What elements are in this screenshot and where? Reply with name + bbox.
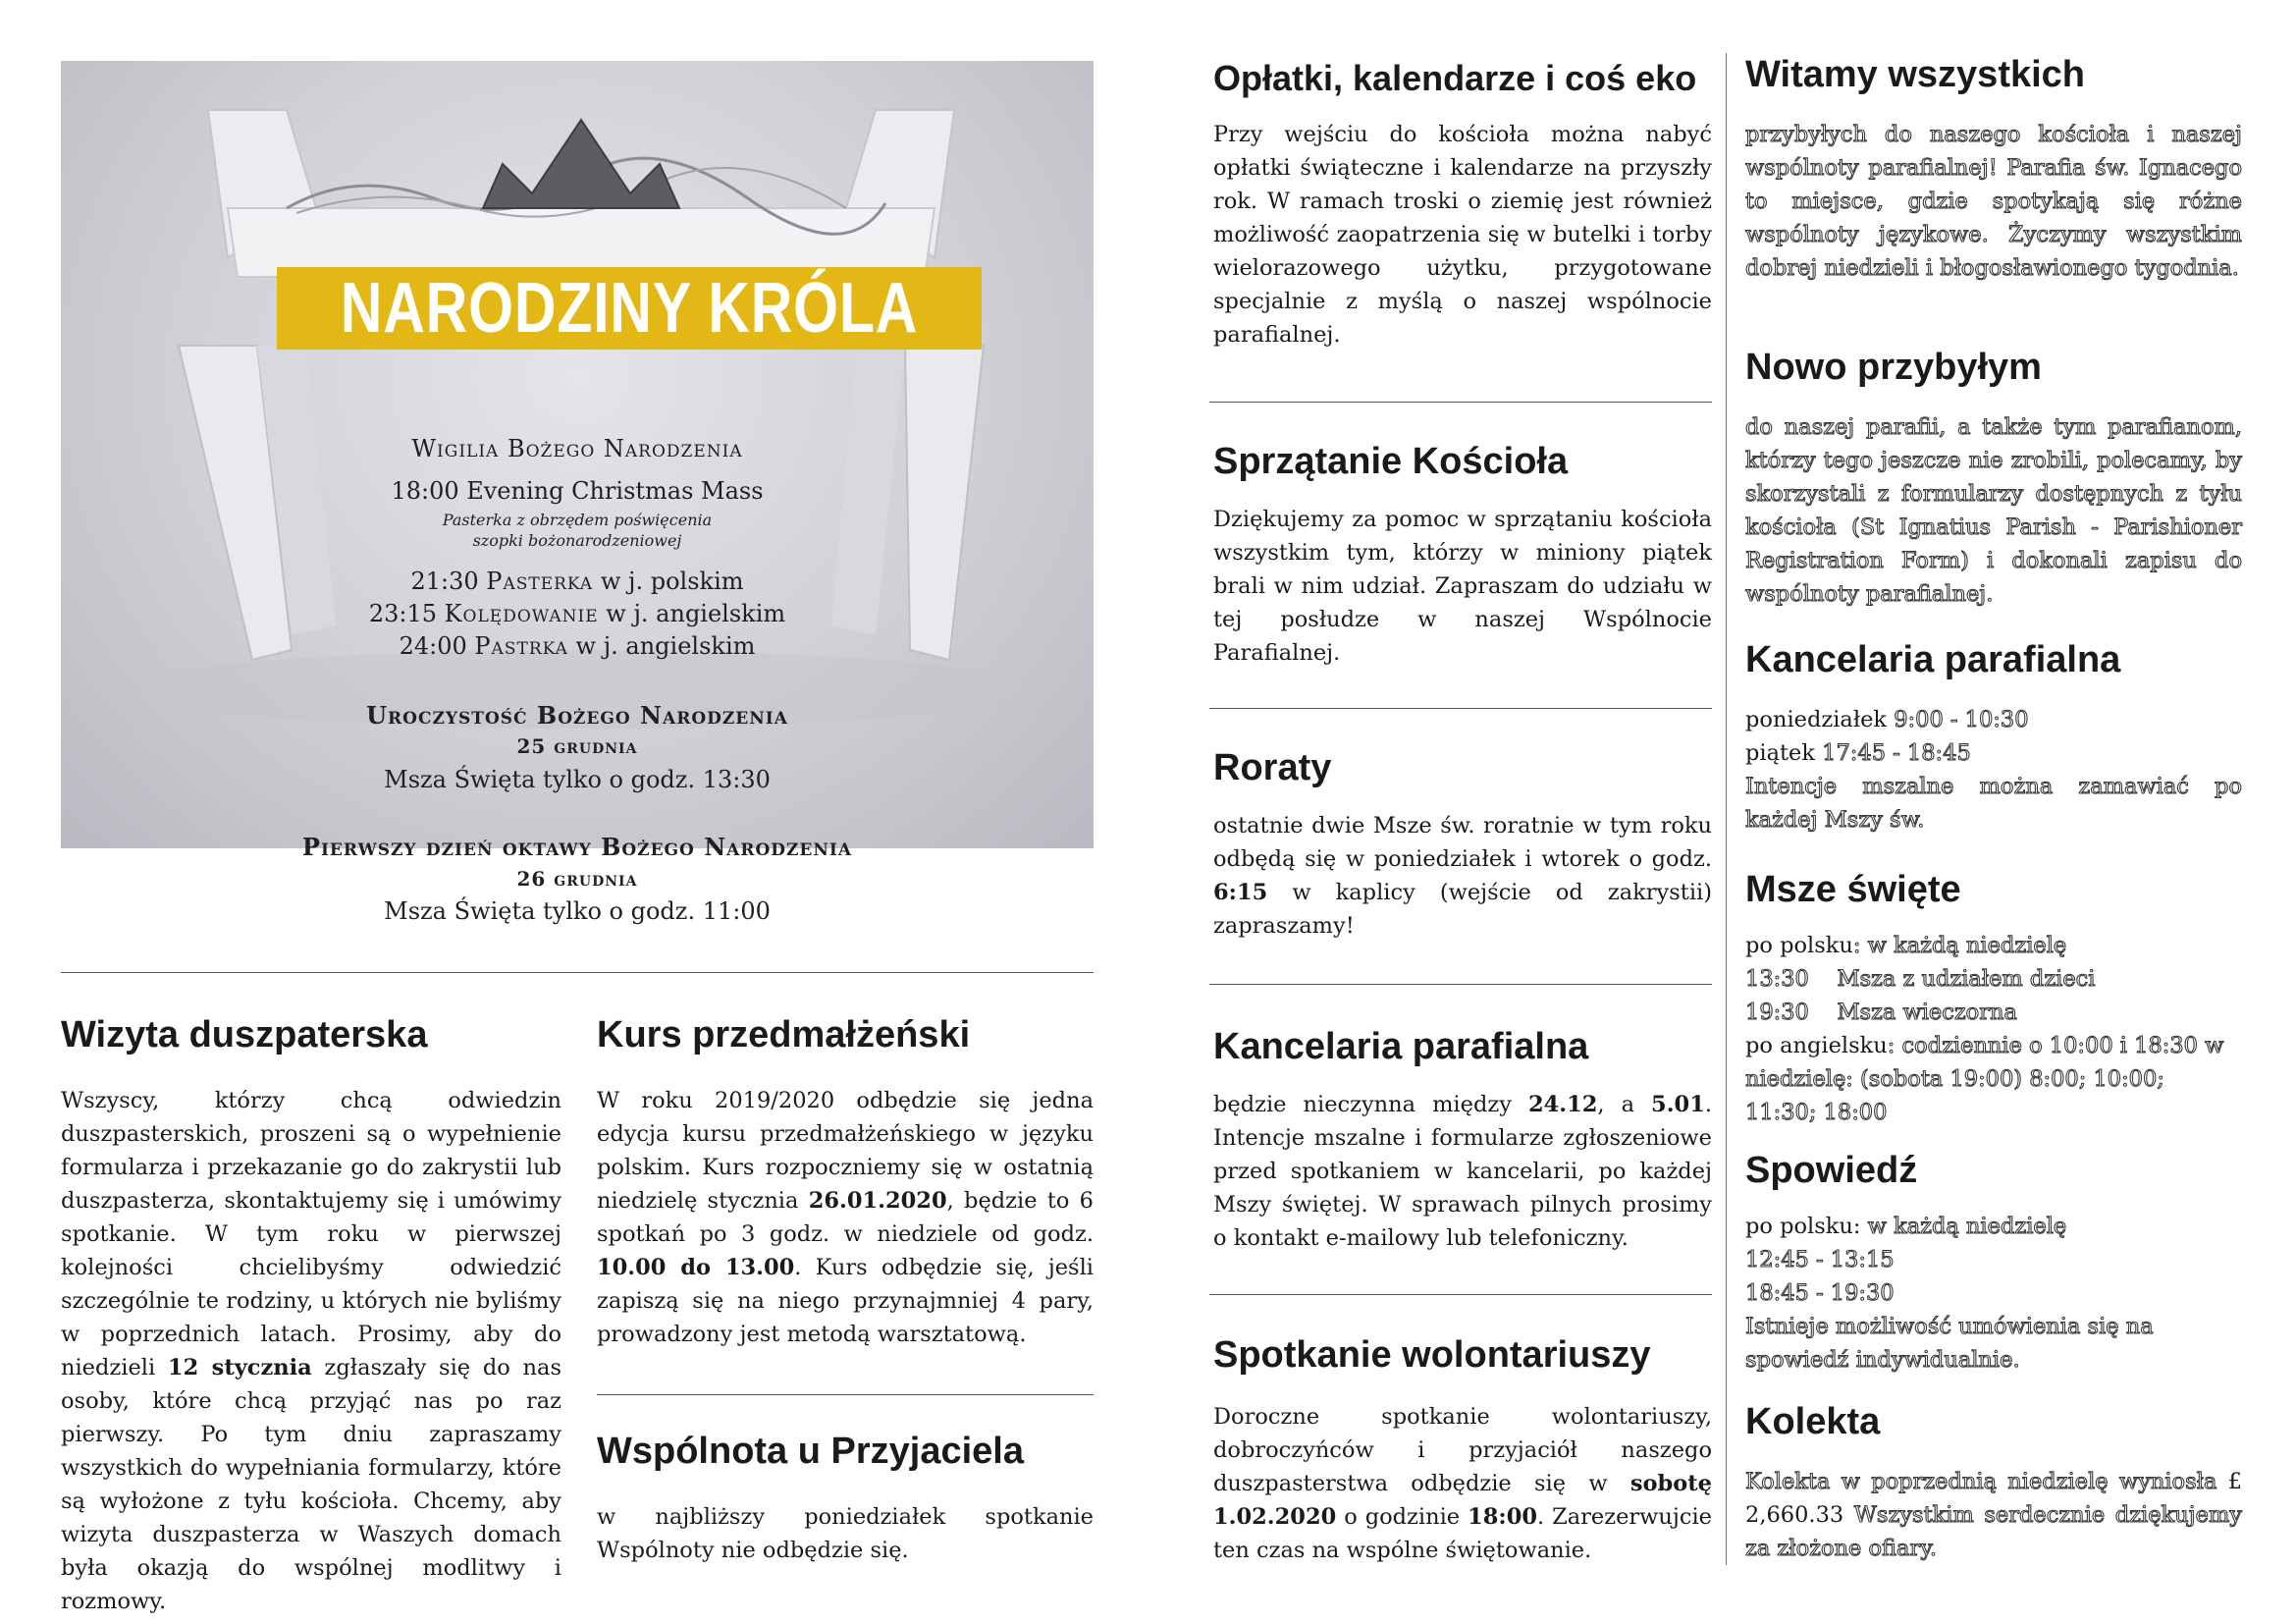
spowiedz-heading: Spowiedź xyxy=(1745,1150,1918,1191)
uroczystosc-title: Uroczystość Bożego Narodzenia xyxy=(366,701,788,730)
column-divider xyxy=(1726,53,1727,1565)
banner-title: NARODZINY KRÓLA xyxy=(340,269,919,348)
sprzatanie-heading: Sprzątanie Kościoła xyxy=(1213,441,1569,482)
divider xyxy=(1209,1294,1712,1295)
kancelaria-right-heading: Kancelaria parafialna xyxy=(1745,639,2121,680)
wigilia-title: Wigilia Bożego Narodzenia xyxy=(411,435,743,462)
koledowanie-2315: 23:15 Kolędowanie w j. angielskim xyxy=(368,600,786,627)
msze-text: po polsku: w każdą niedzielę 13:30 Msza z udziałem dzieci 19:30 Msza wieczorna po angielsku: codziennie o 10:00 i 18:30 w niedzielę: (sobota 19:00) 8:00; 10:00; 11:30; 18:00 xyxy=(1745,933,2224,1125)
oktawa-title: Pierwszy dzień oktawy Bożego Narodzenia xyxy=(301,833,853,861)
uroczystosc-date: 25 grudnia xyxy=(516,734,638,758)
spotkanie-text: Doroczne spotkanie wolontariuszy, dobroczyńców i przyjaciół naszego duszpasterstwa odbędzie się w sobotę 1.02.2020 o godzinie 18:00. Zarezerwujcie ten czas na wspólne świętowanie. xyxy=(1213,1404,1712,1563)
kancelaria-mid-heading: Kancelaria parafialna xyxy=(1213,1026,1589,1067)
kancelaria-right-hours: poniedziałek 9:00 - 10:30 piątek 17:45 - 18:45 xyxy=(1745,707,2029,766)
oplatki-text: Przy wejściu do kościoła można nabyć opłatki świąteczne i kalendarze na przyszły rok. W ramach troski o ziemię jest również możliwość zaopatrzenia się w butelki i torby wielorazowego użytku, przygotowane specjalnie z myślą o naszej wspólnocie parafialnej. xyxy=(1213,122,1712,348)
kolekta-text: Kolekta w poprzednią niedzielę wyniosła £ 2,660.33 Wszystkim serdecznie dziękujemy za złożone ofiary. xyxy=(1745,1469,2242,1561)
kurs-text: W roku 2019/2020 odbędzie się jedna edycja kursu przedmałżeńskiego w języku polskim. Kurs rozpoczniemy się w ostatnią niedzielę stycznia 26.01.2020, będzie to 6 spotkań po 3 godz. w niedziele od godz. 10.00 do 13.00. Kurs odbędzie się, jeśli zapiszą się na niego przynajmniej 4 pary, prowadzony jest metodą warsztatową. xyxy=(597,1088,1094,1347)
msze-heading: Msze święte xyxy=(1745,869,1961,910)
spowiedz-text: po polsku: w każdą niedzielę 12:45 - 13:15 18:45 - 19:30 Istnieje możliwość umówienia się na spowiedź indywidualnie. xyxy=(1745,1214,2154,1373)
witamy-heading: Witamy wszystkich xyxy=(1745,54,2086,95)
wspolnota-text: w najbliższy poniedziałek spotkanie Wspólnoty nie odbędzie się. xyxy=(597,1504,1094,1563)
witamy-text: przybyłych do naszego kościoła i naszej wspólnoty parafialnej! Parafia św. Ignacego to miejsce, gdzie spotykają się różne wspólnoty językowe. Życzymy wszystkim dobrej niedzieli i błogosławionego tygodnia. xyxy=(1745,122,2242,281)
wizyta-text: Wszyscy, którzy chcą odwiedzin duszpasterskich, proszeni są o wypełnienie formularza i przekazanie go do zakrystii lub duszpasterza, skontaktujemy się i umówimy spotkanie. W tym roku w pierwszej kolejności chcielibyśmy odwiedzić szczególnie te rodziny, u których nie byliśmy w poprzednich latach. Prosimy, aby do niedzieli 12 stycznia zgłaszały się do nas osoby, które chcą przyjąć nas po raz pierwszy. Po tym dniu zapraszamy wszystkich do wypełniania formularzy, które są wyłożone z tyłu kościoła. Chcemy, aby wizyta duszpasterza w Waszych domach była okazją do wspólnej modlitwy i rozmowy. xyxy=(61,1088,561,1614)
divider xyxy=(1209,402,1712,403)
mass-1800: 18:00 Evening Christmas Mass xyxy=(391,477,764,505)
sprzatanie-text: Dziękujemy za pomoc w sprzątaniu kościoła wszystkim tym, którzy w miniony piątek brali w nim udział. Zapraszam do udziału w tej posłudze w naszej Wspólnocie Parafialnej. xyxy=(1213,507,1712,666)
wizyta-heading: Wizyta duszpaterska xyxy=(61,1014,428,1056)
spotkanie-heading: Spotkanie wolontariuszy xyxy=(1213,1334,1651,1376)
kurs-heading: Kurs przedmałżeński xyxy=(597,1014,971,1056)
kolekta-heading: Kolekta xyxy=(1745,1401,1881,1442)
pasterka-note-2: szopki bożonarodzeniowej xyxy=(472,531,682,550)
kancelaria-mid-text: będzie nieczynna między 24.12, a 5.01. Intencje mszalne i formularze zgłoszeniowe przed spotkaniem w kancelarii, po każdej Mszy świętej. W sprawach pilnych prosimy o kontakt e-mailowy lub telefoniczny. xyxy=(1213,1092,1713,1251)
oplatki-heading: Opłatki, kalendarze i coś eko xyxy=(1213,58,1697,98)
uroczystosc-mass: Msza Święta tylko o godz. 13:30 xyxy=(384,766,771,793)
divider xyxy=(1209,708,1712,709)
pasterka-2130: 21:30 Pasterka w j. polskim xyxy=(410,568,744,595)
divider xyxy=(597,1394,1094,1395)
oktawa-date: 26 grudnia xyxy=(516,867,638,891)
kancelaria-right-note: Intencje mszalne można zamawiać po każdej Mszy św. xyxy=(1745,774,2242,833)
roraty-heading: Roraty xyxy=(1213,747,1332,788)
wspolnota-heading: Wspólnota u Przyjaciela xyxy=(597,1431,1024,1472)
roraty-text: ostatnie dwie Msze św. roratnie w tym roku odbędą się w poniedziałek i wtorek o godz. 6:15 w kaplicy (wejście od zakrystii) zapraszamy! xyxy=(1213,813,1712,939)
divider xyxy=(1209,984,1712,985)
nowo-heading: Nowo przybyłym xyxy=(1745,347,2042,388)
pastrka-2400: 24:00 Pastrka w j. angielskim xyxy=(399,632,756,660)
pasterka-note-1: Pasterka z obrzędem poświęcenia xyxy=(442,511,713,529)
oktawa-mass: Msza Święta tylko o godz. 11:00 xyxy=(384,897,771,925)
title-banner xyxy=(277,267,982,350)
divider xyxy=(61,972,1094,973)
nowo-text: do naszej parafii, a także tym parafianom, którzy tego jeszcze nie zrobili, polecamy, by skorzystali z formularzy dostępnych z tyłu kościoła (St Ignatius Parish - Parishioner Registration Form) i dokonali zapisu do wspólnoty parafialnej. xyxy=(1745,414,2242,607)
